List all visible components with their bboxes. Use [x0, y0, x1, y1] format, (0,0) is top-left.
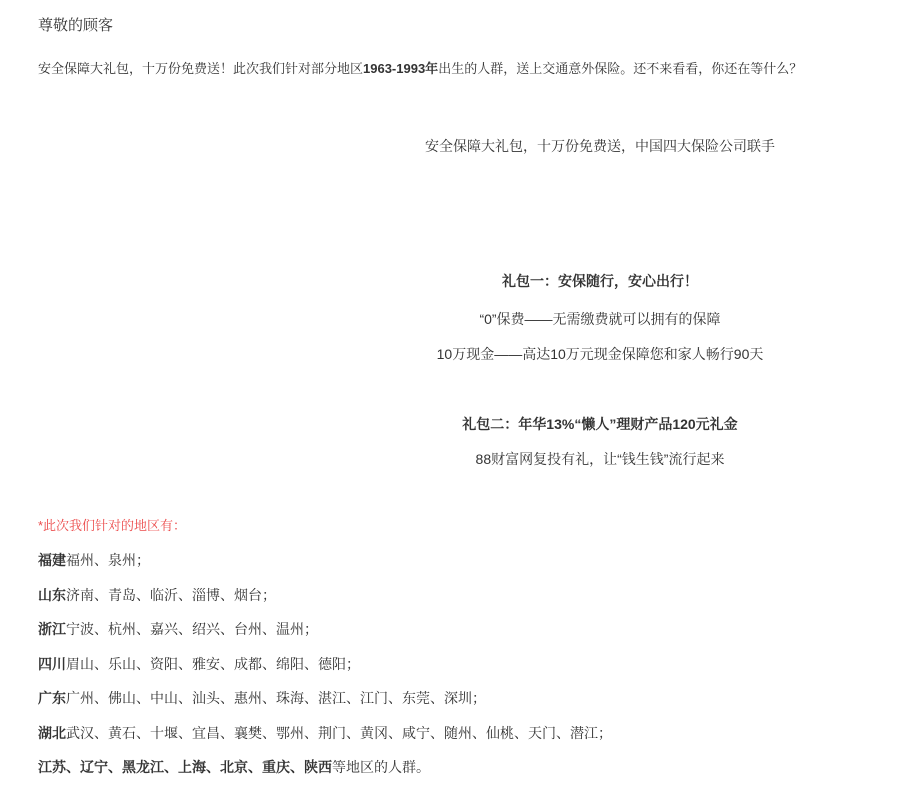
region-province: 广东	[38, 690, 66, 706]
gift1-line1: “0”保费——无需缴费就可以拥有的保障	[479, 311, 721, 327]
region-cities: 武汉、黄石、十堰、宜昌、襄樊、鄂州、荆门、黄冈、咸宁、随州、仙桃、天门、潜江；	[66, 725, 612, 741]
intro-text-after: 出生的人群，送上交通意外保险。还不来看看，你还在等什么？	[438, 61, 803, 76]
gift2-line1: 88财富网复投有礼，让“钱生钱”流行起来	[475, 451, 725, 467]
region-row-hubei	[38, 725, 612, 742]
intro-paragraph	[38, 61, 802, 77]
region-row-guangdong	[38, 690, 486, 707]
region-row-zhejiang	[38, 621, 318, 638]
gift1-line2: 10万现金——高达10万元现金保障您和家人畅行90天	[436, 346, 764, 362]
region-province: 浙江	[38, 621, 66, 637]
region-row-fujian	[38, 552, 150, 569]
promo-headline: 安全保障大礼包，十万份免费送，中国四大保险公司联手	[425, 138, 775, 154]
region-province: 江苏、辽宁、黑龙江、上海、北京、重庆、陕西	[38, 759, 332, 775]
region-cities: 眉山、乐山、资阳、雅安、成都、绵阳、德阳；	[66, 656, 360, 672]
region-cities: 福州、泉州；	[66, 552, 150, 568]
region-row-other-provinces	[38, 759, 430, 776]
region-row-shandong	[38, 587, 276, 604]
greeting-heading: 尊敬的顾客	[38, 17, 114, 34]
region-cities: 宁波、杭州、嘉兴、绍兴、台州、温州；	[66, 621, 318, 637]
region-province: 福建	[38, 552, 66, 568]
gift1-title: 礼包一：安保随行，安心出行！	[502, 273, 698, 289]
region-cities: 等地区的人群。	[332, 759, 430, 775]
region-cities: 广州、佛山、中山、汕头、惠州、珠海、湛江、江门、东莞、深圳；	[66, 690, 486, 706]
intro-birth-years-bold: 1963-1993年	[363, 61, 439, 76]
region-province: 湖北	[38, 725, 66, 741]
gift2-title: 礼包二：年华13%“懒人”理财产品120元礼金	[462, 416, 738, 432]
region-cities: 济南、青岛、临沂、淄博、烟台；	[66, 587, 276, 603]
region-row-sichuan	[38, 656, 360, 673]
region-province: 山东	[38, 587, 66, 603]
regions-note: *此次我们针对的地区有：	[38, 518, 187, 533]
region-province: 四川	[38, 656, 66, 672]
intro-text-before: 安全保障大礼包，十万份免费送！此次我们针对部分地区	[38, 61, 364, 76]
